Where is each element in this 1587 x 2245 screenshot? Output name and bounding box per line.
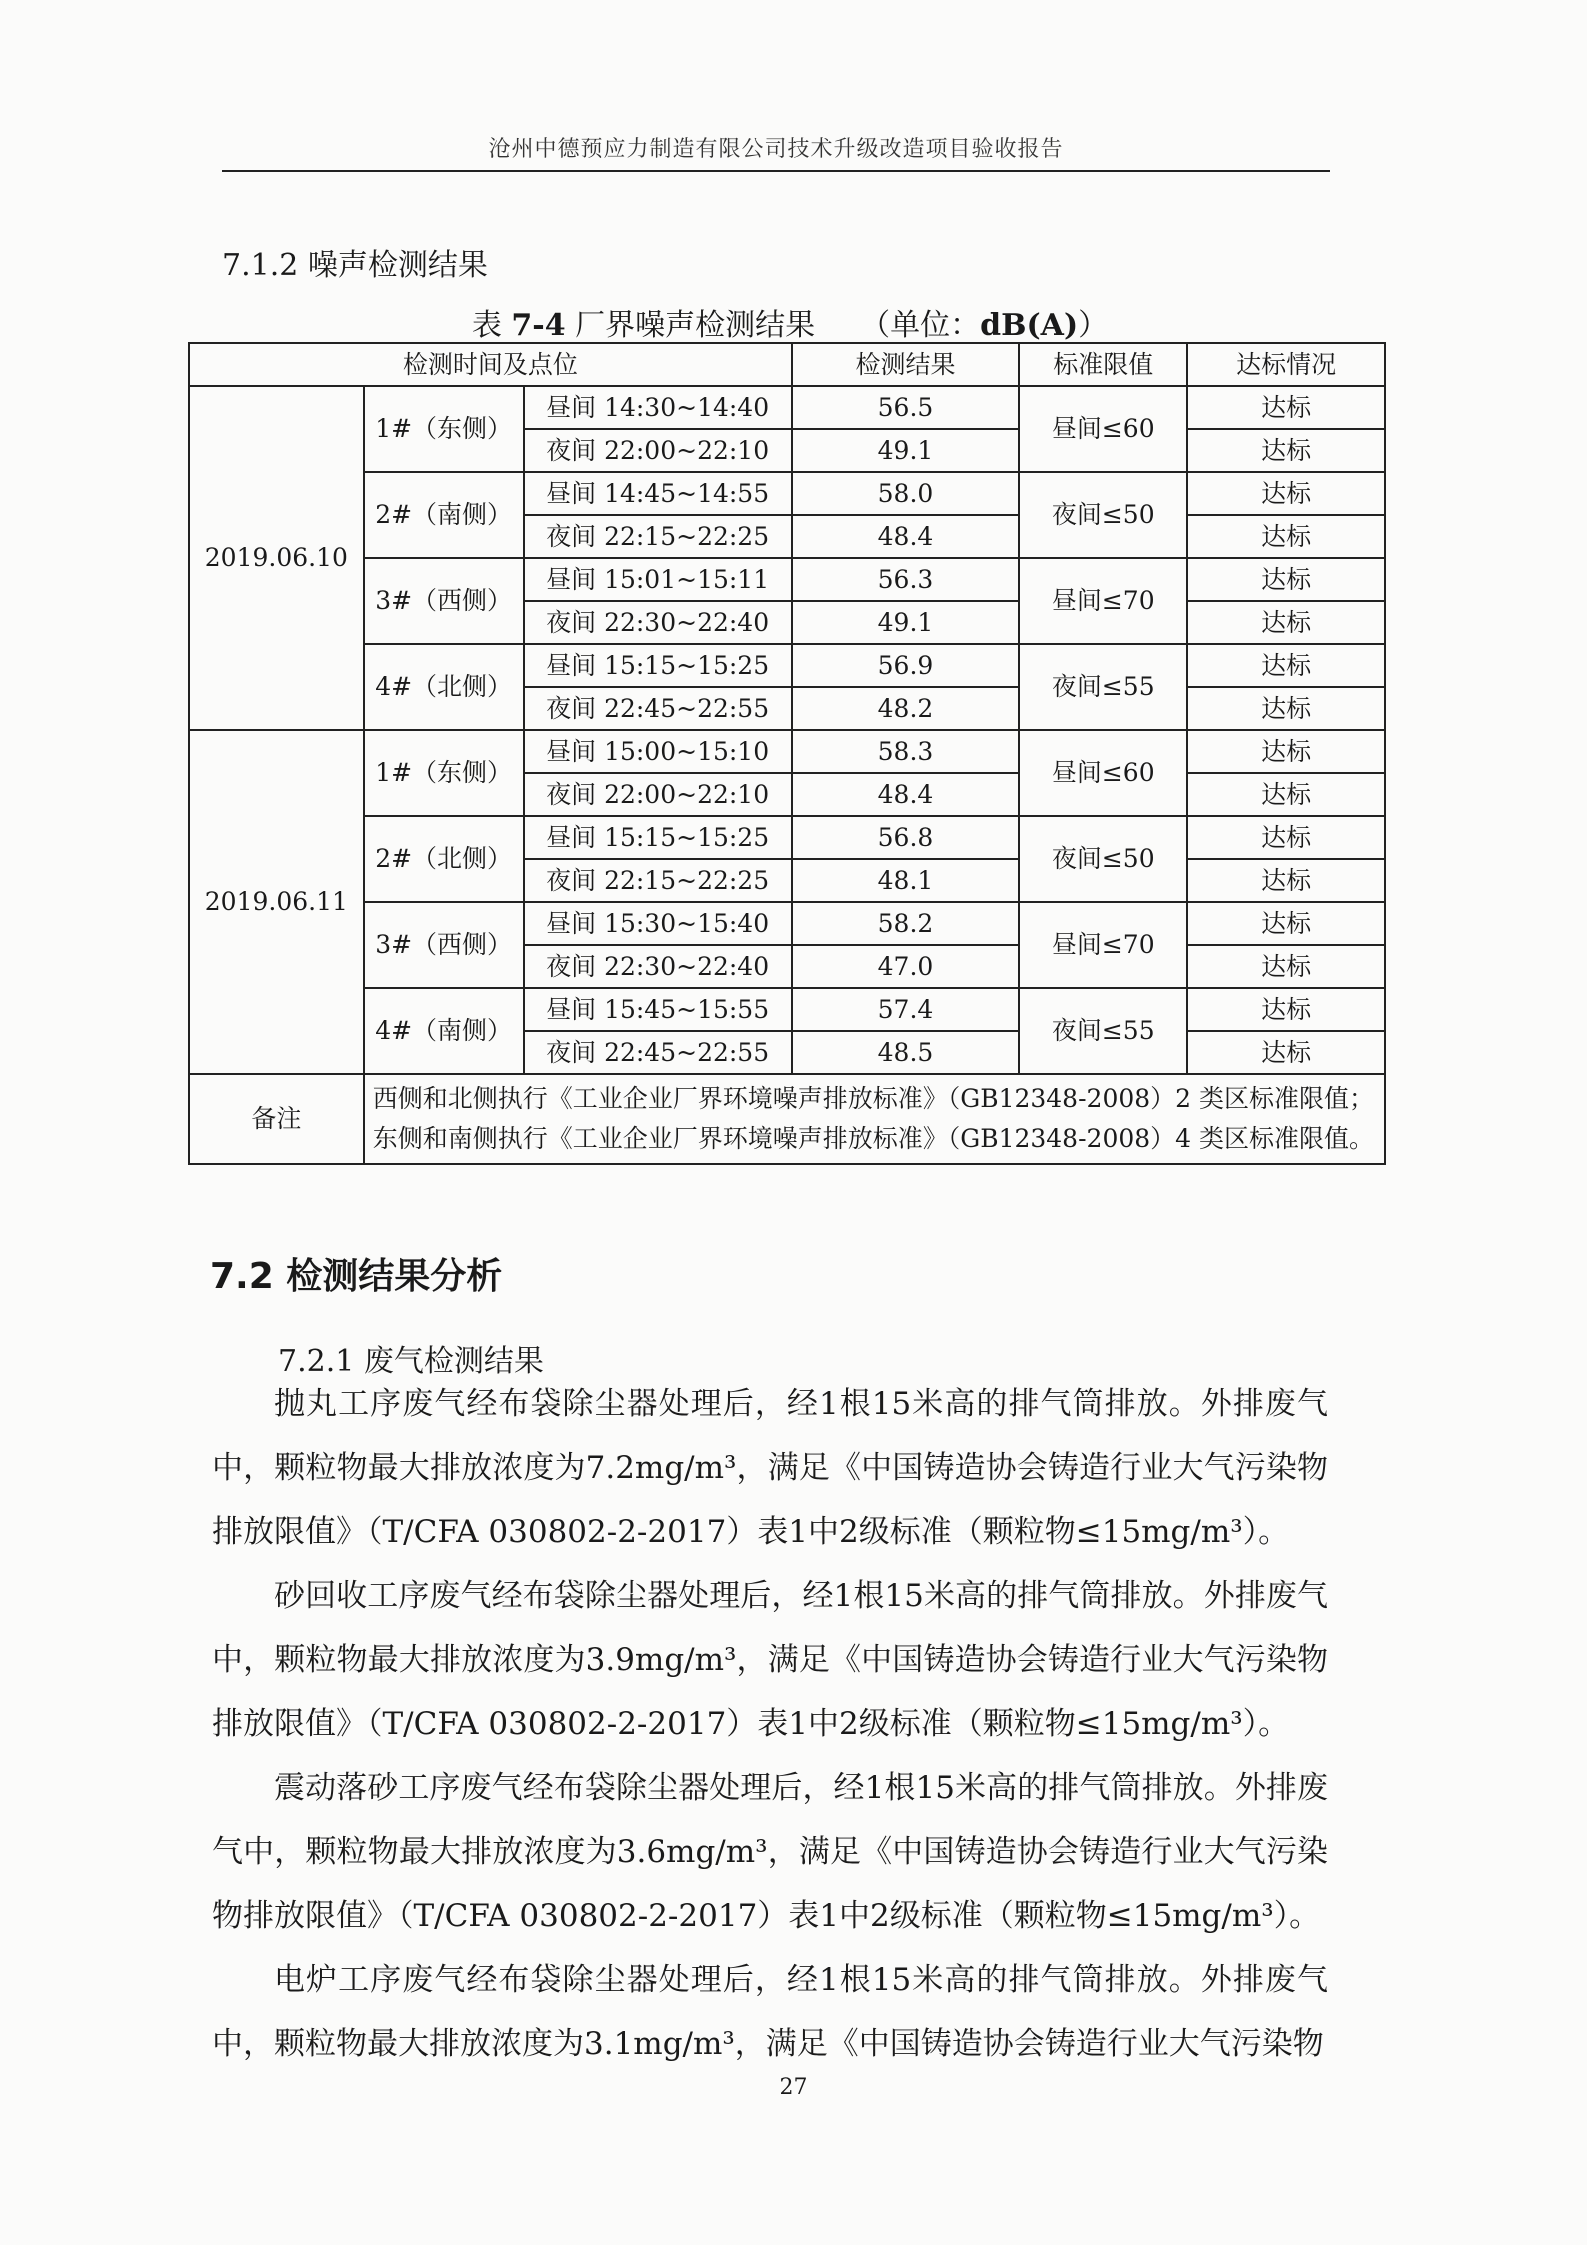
limit-cell: 夜间≤50 <box>1019 472 1187 558</box>
limit-cell: 昼间≤70 <box>1019 558 1187 644</box>
point-cell: 3#（西侧） <box>364 558 524 644</box>
time-cell: 昼间 15:01~15:11 <box>524 558 792 601</box>
status-cell: 达标 <box>1187 859 1385 902</box>
time-cell: 夜间 22:30~22:40 <box>524 601 792 644</box>
header-cell-status: 达标情况 <box>1187 343 1385 386</box>
table-body <box>189 386 1385 1074</box>
time-cell: 昼间 14:45~14:55 <box>524 472 792 515</box>
section-heading-7-1-2: 7.1.2 噪声检测结果 <box>222 248 488 283</box>
limit-cell: 昼间≤60 <box>1019 730 1187 816</box>
status-cell: 达标 <box>1187 730 1385 773</box>
caption-text: 厂界噪声检测结果 （单位： <box>565 308 981 343</box>
value-cell: 56.5 <box>792 386 1020 429</box>
caption-number: 7-4 <box>511 308 566 343</box>
paragraph: 抛丸工序废气经布袋除尘器处理后，经1根15米高的排气筒排放。外排废气中，颗粒物最大排放浓度为7.2mg/m³，满足《中国铸造协会铸造行业大气污染物排放限值》（T/CFA 030802-2-2017）表1中2级标准（颗粒物≤15mg/m³）。 <box>212 1386 1328 1550</box>
status-cell: 达标 <box>1187 988 1385 1031</box>
time-cell: 夜间 22:15~22:25 <box>524 859 792 902</box>
date-cell: 2019.06.11 <box>189 730 364 1074</box>
table-row <box>189 644 1385 687</box>
section-heading-7-2: 7.2 检测结果分析 <box>210 1256 503 1297</box>
value-cell: 56.9 <box>792 644 1020 687</box>
page-header: 沧州中德预应力制造有限公司技术升级改造项目验收报告 <box>488 137 1064 162</box>
time-cell: 昼间 15:15~15:25 <box>524 816 792 859</box>
status-cell: 达标 <box>1187 816 1385 859</box>
time-cell: 夜间 22:45~22:55 <box>524 1031 792 1074</box>
value-cell: 58.3 <box>792 730 1020 773</box>
point-cell: 4#（南侧） <box>364 988 524 1074</box>
limit-cell: 昼间≤60 <box>1019 386 1187 472</box>
time-cell: 夜间 22:30~22:40 <box>524 945 792 988</box>
header-cell-result: 检测结果 <box>792 343 1020 386</box>
status-cell: 达标 <box>1187 773 1385 816</box>
note-label: 备注 <box>189 1074 364 1164</box>
time-cell: 昼间 14:30~14:40 <box>524 386 792 429</box>
point-cell: 3#（西侧） <box>364 902 524 988</box>
header-rule <box>222 170 1330 172</box>
noise-results-table <box>188 342 1386 1165</box>
status-cell: 达标 <box>1187 902 1385 945</box>
point-cell: 2#（北侧） <box>364 816 524 902</box>
limit-cell: 昼间≤70 <box>1019 902 1187 988</box>
status-cell: 达标 <box>1187 644 1385 687</box>
page-number: 27 <box>779 2075 808 2100</box>
note-row <box>189 1074 1385 1164</box>
status-cell: 达标 <box>1187 1031 1385 1074</box>
table-row <box>189 816 1385 859</box>
point-cell: 2#（南侧） <box>364 472 524 558</box>
paragraph: 砂回收工序废气经布袋除尘器处理后，经1根15米高的排气筒排放。外排废气中，颗粒物最大排放浓度为3.9mg/m³，满足《中国铸造协会铸造行业大气污染物排放限值》（T/CFA 030802-2-2017）表1中2级标准（颗粒物≤15mg/m³）。 <box>212 1578 1328 1742</box>
point-cell: 1#（东侧） <box>364 386 524 472</box>
paragraph: 电炉工序废气经布袋除尘器处理后，经1根15米高的排气筒排放。外排废气中，颗粒物最大排放浓度为3.1mg/m³，满足《中国铸造协会铸造行业大气污染物 <box>212 1962 1328 2062</box>
limit-cell: 夜间≤55 <box>1019 644 1187 730</box>
table-row <box>189 988 1385 1031</box>
limit-cell: 夜间≤55 <box>1019 988 1187 1074</box>
value-cell: 49.1 <box>792 429 1020 472</box>
status-cell: 达标 <box>1187 472 1385 515</box>
time-cell: 昼间 15:30~15:40 <box>524 902 792 945</box>
status-cell: 达标 <box>1187 945 1385 988</box>
status-cell: 达标 <box>1187 687 1385 730</box>
value-cell: 58.0 <box>792 472 1020 515</box>
time-cell: 昼间 15:45~15:55 <box>524 988 792 1031</box>
header-cell-time-point: 检测时间及点位 <box>189 343 792 386</box>
value-cell: 58.2 <box>792 902 1020 945</box>
value-cell: 48.1 <box>792 859 1020 902</box>
point-cell: 1#（东侧） <box>364 730 524 816</box>
value-cell: 56.8 <box>792 816 1020 859</box>
header-cell-limit: 标准限值 <box>1019 343 1187 386</box>
status-cell: 达标 <box>1187 515 1385 558</box>
table-row <box>189 730 1385 773</box>
value-cell: 49.1 <box>792 601 1020 644</box>
table-caption <box>190 300 1390 344</box>
status-cell: 达标 <box>1187 386 1385 429</box>
status-cell: 达标 <box>1187 558 1385 601</box>
point-cell: 4#（北侧） <box>364 644 524 730</box>
caption-prefix: 表 <box>471 308 512 343</box>
time-cell: 夜间 22:45~22:55 <box>524 687 792 730</box>
table-row <box>189 472 1385 515</box>
table-header-row <box>189 343 1385 386</box>
time-cell: 夜间 22:00~22:10 <box>524 429 792 472</box>
table-row <box>189 558 1385 601</box>
caption-unit: dB(A) <box>980 308 1079 343</box>
table-row <box>189 902 1385 945</box>
section-heading-7-2-1: 7.2.1 废气检测结果 <box>278 1344 544 1379</box>
time-cell: 昼间 15:00~15:10 <box>524 730 792 773</box>
table-row <box>189 386 1385 429</box>
status-cell: 达标 <box>1187 601 1385 644</box>
value-cell: 56.3 <box>792 558 1020 601</box>
caption-suffix: ） <box>1078 308 1109 343</box>
status-cell: 达标 <box>1187 429 1385 472</box>
date-cell: 2019.06.10 <box>189 386 364 730</box>
value-cell: 48.5 <box>792 1031 1020 1074</box>
time-cell: 夜间 22:00~22:10 <box>524 773 792 816</box>
value-cell: 48.4 <box>792 773 1020 816</box>
limit-cell: 夜间≤50 <box>1019 816 1187 902</box>
paragraph: 震动落砂工序废气经布袋除尘器处理后，经1根15米高的排气筒排放。外排废气中，颗粒物最大排放浓度为3.6mg/m³，满足《中国铸造协会铸造行业大气污染物排放限值》（T/CFA 030802-2-2017）表1中2级标准（颗粒物≤15mg/m³）。 <box>212 1770 1328 1934</box>
value-cell: 47.0 <box>792 945 1020 988</box>
time-cell: 夜间 22:15~22:25 <box>524 515 792 558</box>
value-cell: 57.4 <box>792 988 1020 1031</box>
value-cell: 48.4 <box>792 515 1020 558</box>
value-cell: 48.2 <box>792 687 1020 730</box>
analysis-paragraphs <box>212 1372 1328 2076</box>
time-cell: 昼间 15:15~15:25 <box>524 644 792 687</box>
note-text: 西侧和北侧执行《工业企业厂界环境噪声排放标准》（GB12348-2008）2 类区标准限值；东侧和南侧执行《工业企业厂界环境噪声排放标准》（GB12348-2008）4 类区标准限值。 <box>364 1074 1385 1164</box>
